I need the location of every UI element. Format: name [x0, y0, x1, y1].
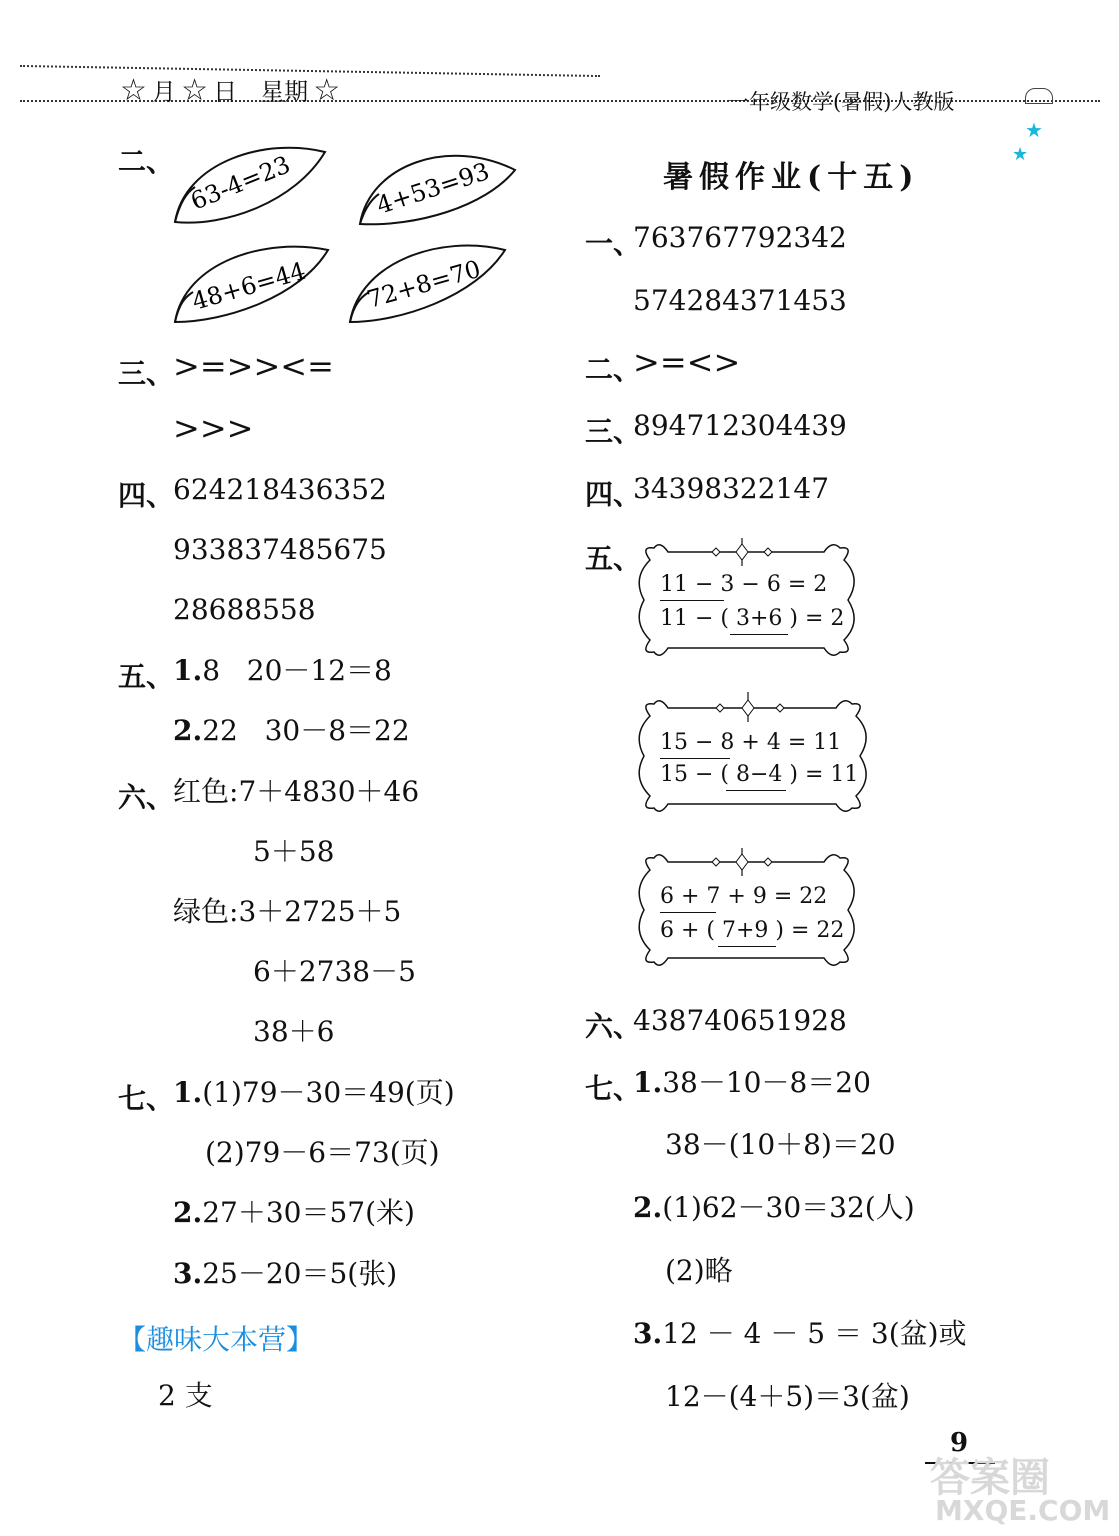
cmp: =: [659, 343, 687, 381]
num: 40: [704, 1004, 740, 1037]
left-s6-green-row2: [253, 956, 416, 988]
num: 63: [315, 473, 352, 506]
num: 34: [633, 472, 669, 505]
num: 30: [739, 409, 776, 442]
green-label: 绿色:: [173, 895, 239, 928]
right-s7-q3a: [633, 1318, 967, 1350]
answer: 25－20＝5(张): [202, 1257, 398, 1290]
num: 62: [173, 473, 209, 506]
answer: (1)62－30＝32(人): [662, 1191, 915, 1224]
num: 67: [704, 221, 740, 254]
num: 42: [811, 221, 847, 254]
cmp-7: >: [173, 409, 200, 447]
num: 89: [633, 409, 669, 442]
leaf-3-text: 48+6=44: [188, 256, 309, 316]
num: 56: [315, 533, 352, 566]
frame-1-underline-2: [730, 634, 788, 635]
decor-star-icon: ★: [1025, 118, 1043, 142]
num: 84: [704, 284, 740, 317]
num: 23: [775, 221, 812, 254]
answer: 22 30－8＝22: [202, 714, 410, 747]
frame-3-underline-2: [718, 946, 776, 947]
answer: 8 20－12＝8: [202, 654, 392, 687]
num: 38: [208, 533, 245, 566]
left-s5-q1: [173, 655, 392, 687]
right-s2-label: 二、: [585, 353, 642, 386]
frame-1-eq-a: 11 − 3 − 6 = 2: [660, 572, 828, 597]
num: 57: [633, 284, 669, 317]
right-s1-row2: [633, 285, 847, 317]
left-s6-red-row: [173, 776, 419, 808]
frame-border: [630, 848, 862, 972]
left-s6-green-row: [173, 896, 401, 928]
q-num: 1.: [173, 1076, 203, 1109]
num: 93: [173, 533, 209, 566]
num: 18: [244, 473, 280, 506]
num: 75: [351, 533, 387, 566]
answer: 30＋46: [319, 775, 420, 808]
watermark-top: 答案圈: [930, 1455, 1050, 1501]
num: 39: [811, 409, 847, 442]
num: 21: [757, 472, 794, 505]
answer: 6＋27: [253, 955, 335, 988]
left-s3-row1: [173, 347, 334, 385]
frame-2-eq-b: 15 − ( 8−4 ) = 11: [660, 762, 859, 787]
left-s5-label: 五、: [118, 660, 175, 693]
header-month: 月: [152, 78, 176, 106]
right-title: 暑假作业(十五): [663, 160, 920, 195]
equation-frame-2: [630, 692, 874, 820]
frame-3-eq-a: 6 + 7 + 9 = 22: [660, 884, 828, 909]
frame-1-underline: [660, 600, 724, 601]
equation-frame-1: [630, 538, 862, 662]
q-num: 3.: [633, 1317, 663, 1350]
frame-3-underline: [660, 912, 716, 913]
num: 65: [739, 1004, 776, 1037]
red-label: 红色:: [173, 775, 239, 808]
cmp-5: <: [280, 347, 308, 385]
num: 42: [208, 473, 245, 506]
cmp: >: [713, 343, 741, 381]
right-s6-row1: [633, 1005, 847, 1037]
right-s1-label: 一、: [585, 227, 642, 260]
answer: 38－5: [334, 955, 416, 988]
answer: 12 － 4 － 5 ＝ 3(盆)或: [662, 1317, 967, 1350]
cmp-3: >: [226, 347, 254, 385]
left-s6-label: 六、: [118, 781, 175, 814]
right-s3-row1: [633, 410, 847, 442]
num: 37: [739, 284, 776, 317]
left-s7-q3: [173, 1258, 397, 1290]
num: 87: [668, 1004, 705, 1037]
q-num: 2.: [173, 714, 203, 747]
header-weekday: 星期: [260, 78, 309, 106]
left-s4-row2: [173, 534, 387, 566]
num: 37: [668, 221, 705, 254]
leaf-2: [360, 156, 515, 225]
right-s1-row1: [633, 222, 847, 254]
left-s7-q1a: [173, 1077, 455, 1109]
equation-frame-3: [630, 848, 862, 972]
answer: 7＋48: [238, 775, 320, 808]
num: 85: [244, 593, 280, 626]
left-s3-label: 三、: [118, 357, 175, 390]
header-date-area: [120, 72, 340, 112]
right-s7-q1a: [633, 1067, 871, 1099]
leaf-answers: [165, 132, 535, 332]
frame-2-eq-a: 15 − 8 + 4 = 11: [660, 730, 842, 755]
cmp-9: >: [226, 409, 254, 447]
num: 68: [208, 593, 245, 626]
num: 44: [775, 409, 812, 442]
leaf-3: [175, 247, 328, 322]
watermark-bottom: MXQE.COM: [935, 1494, 1111, 1527]
decor-star-icon: ★: [1012, 144, 1029, 165]
leaf-4-text: 72+8=70: [363, 254, 484, 314]
star-icon: ☆: [313, 73, 341, 108]
num: 47: [793, 472, 830, 505]
cmp-2: =: [199, 347, 227, 385]
num: 39: [668, 472, 705, 505]
header-cloud-icon: [1025, 88, 1053, 104]
num: 47: [668, 409, 705, 442]
leaf-1-text: 63-4=23: [186, 150, 295, 216]
cmp-4: >: [253, 347, 281, 385]
header-book-title: 一年级数学(暑假)人教版: [728, 90, 955, 114]
num: 48: [279, 533, 316, 566]
left-s7-q1b: (2)79－6＝73(页): [205, 1136, 440, 1169]
answer: 25＋5: [319, 895, 402, 928]
star-icon: ☆: [120, 73, 147, 108]
frame-border: [630, 692, 874, 820]
q-num: 1.: [173, 654, 203, 687]
num: 52: [351, 473, 387, 506]
num: 43: [279, 473, 316, 506]
right-s7-label: 七、: [585, 1072, 642, 1105]
cmp-6: =: [307, 347, 334, 385]
num: 76: [633, 221, 669, 254]
num: 37: [244, 533, 280, 566]
answer: 27＋30＝57(米): [202, 1196, 415, 1229]
star-icon: ☆: [181, 73, 208, 108]
leaf-4: [350, 246, 505, 322]
answer: 5＋58: [253, 835, 335, 868]
num: 8: [704, 472, 723, 505]
fun-answer: 2 支: [158, 1379, 213, 1412]
left-s4-row3: [173, 594, 316, 626]
num: 42: [668, 284, 705, 317]
num: 28: [173, 593, 209, 626]
num: 19: [775, 1004, 812, 1037]
left-s7-label: 七、: [118, 1082, 175, 1115]
left-s4-row1: [173, 474, 387, 506]
answer: (1)79－30＝49(页): [202, 1076, 455, 1109]
right-s2-row1: [633, 343, 741, 381]
q-num: 2.: [173, 1196, 203, 1229]
right-s7-q3b: 12－(4＋5)＝3(盆): [665, 1380, 910, 1413]
frame-1-eq-b: 11 − ( 3+6 ) = 2: [660, 606, 845, 631]
num: 43: [633, 1004, 669, 1037]
right-s4-row1: [633, 473, 829, 505]
cmp: <: [686, 343, 714, 381]
right-s7-q2b: (2)略: [665, 1254, 733, 1287]
frame-2-underline: [660, 758, 730, 759]
right-s7-q1b: 38－(10＋8)＝20: [665, 1128, 896, 1161]
num: 58: [279, 593, 316, 626]
cmp-8: >: [199, 409, 227, 447]
q-num: 1.: [633, 1066, 663, 1099]
right-s3-label: 三、: [585, 415, 642, 448]
q-num: 3.: [173, 1257, 203, 1290]
left-s2-label: 二、: [118, 145, 175, 178]
num: 79: [739, 221, 776, 254]
right-s5-label: 五、: [585, 542, 642, 575]
answer: 38－10－8＝20: [662, 1066, 871, 1099]
fun-section-title: 【趣味大本营】: [118, 1323, 315, 1356]
num: 53: [811, 284, 847, 317]
right-s6-label: 六、: [585, 1010, 642, 1043]
num: 28: [811, 1004, 847, 1037]
num: 32: [722, 472, 758, 505]
cmp-1: >: [173, 347, 200, 385]
leaf-2-text: 4+53=93: [373, 157, 493, 220]
page-number: 9: [950, 1428, 969, 1458]
header-day: 日: [213, 78, 238, 106]
left-s5-q2: [173, 715, 410, 747]
answer: 3＋27: [238, 895, 320, 928]
left-s4-label: 四、: [118, 479, 175, 512]
left-s7-q2: [173, 1197, 415, 1229]
cmp: >: [633, 343, 660, 381]
num: 12: [704, 409, 740, 442]
answer: 38＋6: [253, 1015, 335, 1048]
left-s3-row2: [173, 409, 254, 447]
leaf-1: [175, 148, 325, 223]
frame-2-underline-2: [726, 790, 786, 791]
right-s4-label: 四、: [585, 478, 642, 511]
num: 14: [775, 284, 812, 317]
right-s7-q2a: [633, 1192, 915, 1224]
q-num: 2.: [633, 1191, 663, 1224]
frame-3-eq-b: 6 + ( 7+9 ) = 22: [660, 918, 845, 943]
